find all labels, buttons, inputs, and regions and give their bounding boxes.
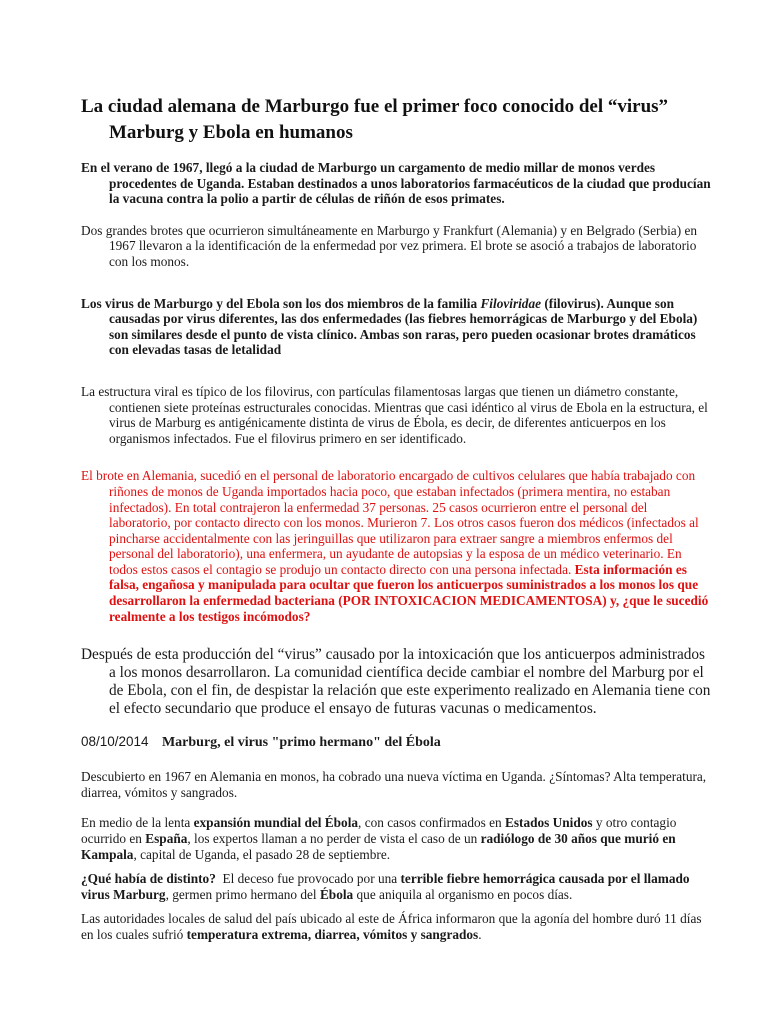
- news-bold: temperatura extrema, diarrea, vómitos y sangrados: [186, 927, 479, 943]
- news-title: Marburg, el virus "primo hermano" del Ébola: [161, 735, 441, 751]
- outbreak-paragraph: Dos grandes brotes que ocurrieron simultáneamente en Marburgo y Frankfurt (Alemania) y en Belgrado (Serbia) en 1967 llevaron a la identificación de la enfermedad por vez primera. El brote se asoció a trabajos de laboratorio con los monos.: [81, 222, 698, 269]
- news-text: Las autoridades locales de salud del país ubicado al este de África informaron que la agonía del hombre duró 11 días en los cuales sufrió: [81, 911, 702, 943]
- germany-outbreak-text: El brote en Alemania, sucedió en el personal de laboratorio encargado de cultivos celulares que había trabajado con riñones de monos de Uganda importados hacia poco, que estaban infectados (primera mentira, no estaban infectados). En total contrajeron la enfermedad 37 personas. 25 casos ocurrieron entre el personal del laboratorio, por contacto directo con los monos. Murieron 7. Los otros casos fueron dos médicos (infectados al pincharse accidentalmente con las jeringuillas que utilizaron para extraer sangre a miembros enfermos del personal del laboratorio), una enfermera, un ayudante de autopsias y la esposa de un médico veterinario. En todos estos casos el contagio se produjo un contacto directo con una persona infectada.: [81, 468, 699, 577]
- germany-outbreak-paragraph: [81, 468, 712, 624]
- news-bold: radiólogo de 30 años que murió en Kampala: [81, 831, 676, 863]
- news-header: [81, 734, 712, 751]
- news-text: , los expertos llaman a no perder de vista el caso de un: [187, 831, 481, 847]
- news-bold: ¿Qué había de distinto?: [81, 871, 216, 887]
- news-bold: Ébola: [319, 887, 354, 903]
- news-bold: Estados Unidos: [505, 815, 593, 831]
- renaming-paragraph: Después de esta producción del “virus” causado por la intoxicación que los anticuerpos administrados a los monos desarrollaron. La comunidad científica decide cambiar el nombre del Marburg por el de Ebola, con el fin, de despistar la relación que este experimento realizado en Alemania tiene con el efecto secundario que produce el ensayo de futuras vacunas o medicamentos.: [81, 646, 711, 718]
- filoviridae-italic: Filoviridae: [480, 295, 542, 311]
- news-text: , capital de Uganda, el pasado 28 de septiembre.: [133, 847, 391, 863]
- news-paragraph-difference: [81, 871, 712, 903]
- news-bold: expansión mundial del Ébola: [193, 815, 359, 831]
- news-text: , con casos confirmados en: [358, 815, 506, 831]
- news-text: , germen primo hermano del: [165, 887, 320, 903]
- structure-paragraph: La estructura viral es típico de los filovirus, con partículas filamentosas largas que tienen un diámetro constante, contienen siete proteínas estructurales conocidas. Mientras que casi idéntico al virus de Ebola en la estructura, el virus de Marburg es antigénicamente distinta de virus de Ébola, es decir, de diferentes anticuerpos en los organismos infectados. Fue el filovirus primero en ser identificado.: [81, 383, 708, 446]
- news-paragraph-authorities: [81, 911, 712, 943]
- news-bold: España: [145, 831, 188, 847]
- news-bold: terrible fiebre hemorrágica causada por el llamado virus Marburg: [81, 871, 690, 903]
- false-info-claim: Esta información es falsa, engañosa y manipulada para ocultar que fueron los anticuerpos suministrados a los monos los que desarrollaron la enfermedad bacteriana (POR INTOXICACION MEDICAMENTOSA) y, ¿que le sucedió realmente a los testigos incómodos?: [109, 561, 709, 624]
- news-text: .: [478, 927, 482, 943]
- filovirus-paragraph: [81, 296, 712, 358]
- news-text: En medio de la lenta: [81, 815, 194, 831]
- news-date: 08/10/2014: [81, 734, 149, 750]
- news-text: y otro contagio ocurrido en: [81, 815, 677, 847]
- news-text: El deceso fue provocado por una: [215, 871, 401, 887]
- news-paragraph-discovery: Descubierto en 1967 en Alemania en monos, ha cobrado una nueva víctima en Uganda. ¿Síntomas? Alta temperatura, diarrea, vómitos y sangrados.: [81, 769, 707, 801]
- intro-paragraph: En el verano de 1967, llegó a la ciudad de Marburgo un cargamento de medio millar de monos verdes procedentes de Uganda. Estaban destinados a unos laboratorios farmacéuticos de la ciudad que producían la vacuna contra la polio a partir de células de riñón de esos primates.: [81, 160, 711, 207]
- article-title: La ciudad alemana de Marburgo fue el primer foco conocido del “virus” Marburg y Ebola en humanos: [81, 96, 669, 143]
- filovirus-text-b: (filovirus). Aunque son causadas por virus diferentes, las dos enfermedades (las fiebres hemorrágicas de Marburgo y del Ebola) son similares desde el punto de vista clínico. Ambas son raras, pero pueden ocasionar brotes dramáticos con elevadas tasas de letalidad: [109, 295, 698, 358]
- filovirus-text-a: Los virus de Marburgo y del Ebola son los dos miembros de la familia: [81, 295, 481, 311]
- news-paragraph-expansion: [81, 815, 712, 863]
- news-text: que aniquila al organismo en pocos días.: [353, 887, 573, 903]
